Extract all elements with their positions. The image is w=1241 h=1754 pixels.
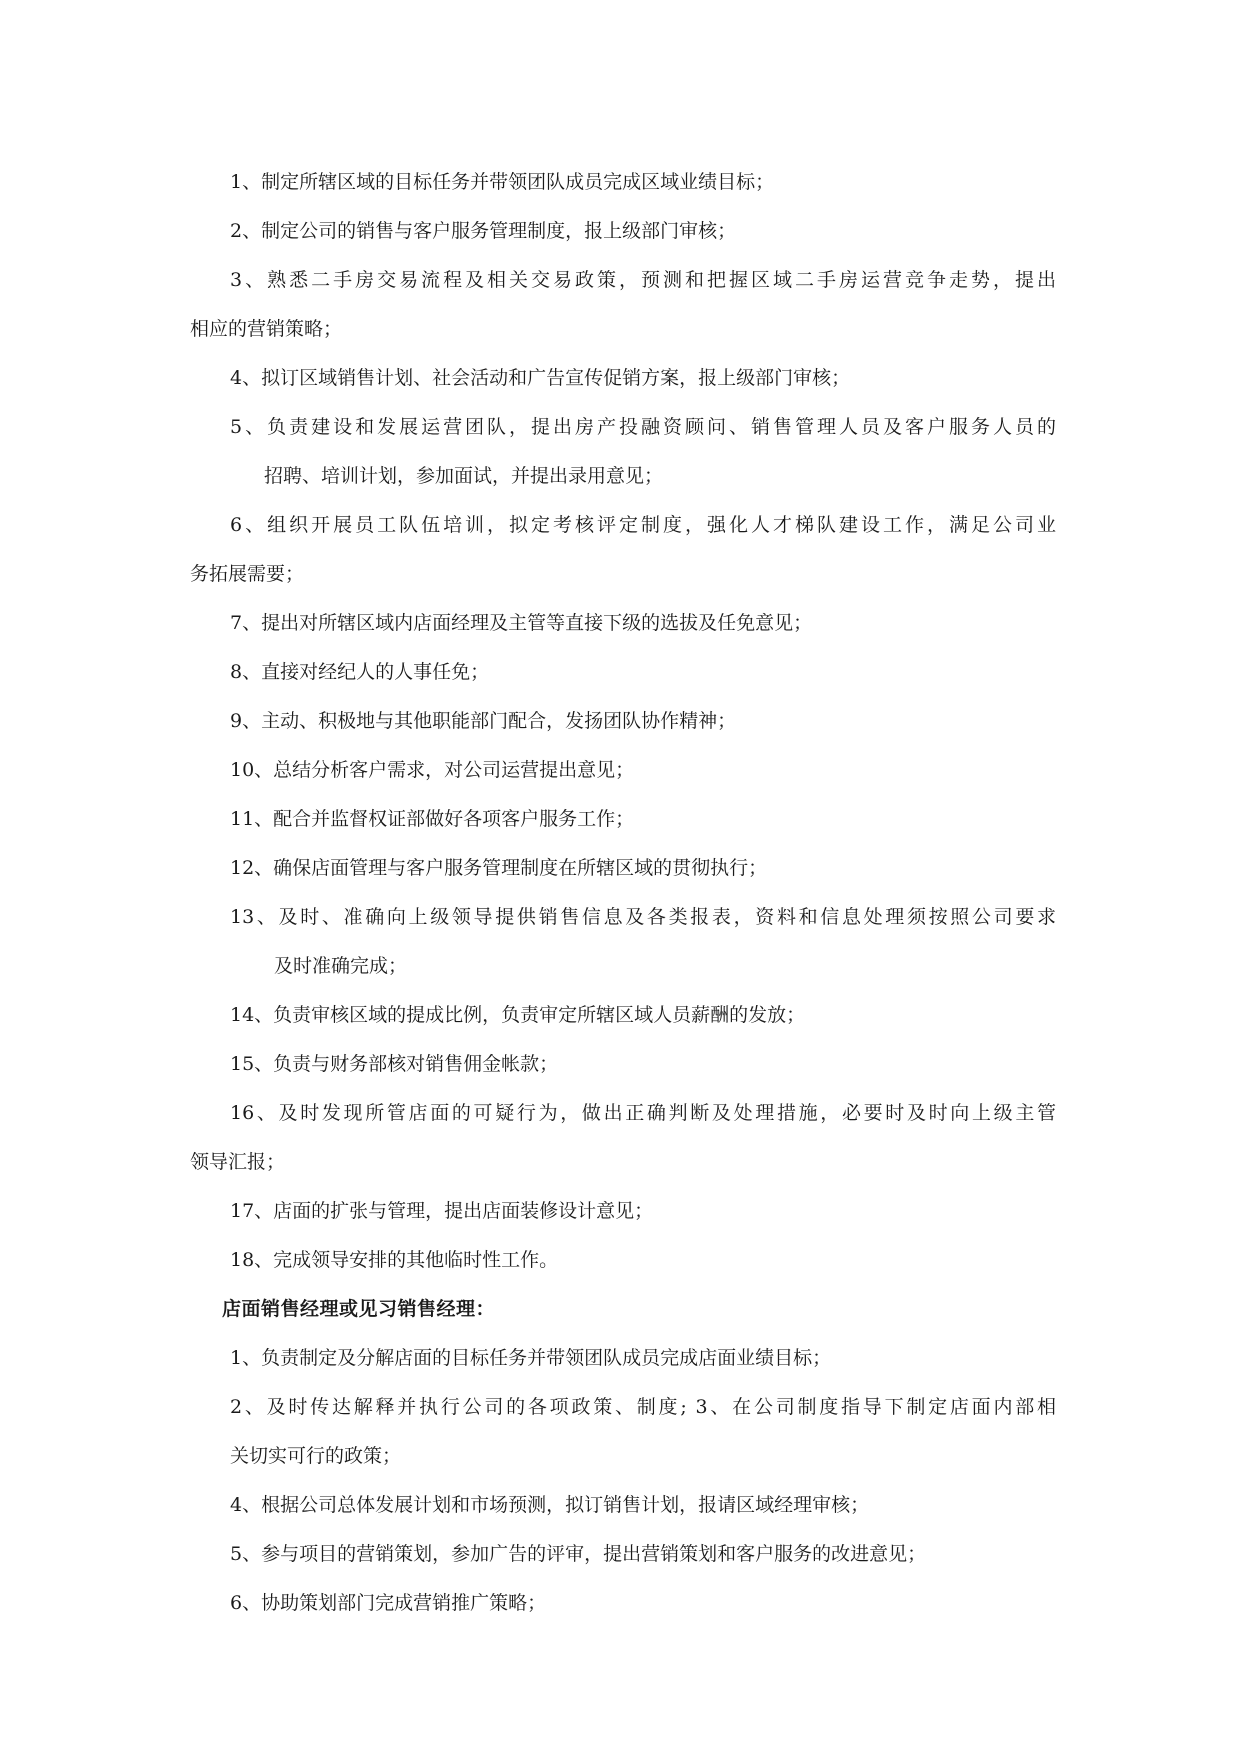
item-continuation: 领导汇报； — [190, 1151, 286, 1173]
list-item — [190, 1187, 1056, 1236]
item-text: 16、及时发现所管店面的可疑行为，做出正确判断及处理措施，必要时及时向上级主管 — [230, 1102, 1056, 1124]
item-text: 6、协助策划部门完成营销推广策略； — [230, 1592, 547, 1614]
list-item — [190, 697, 1056, 746]
item-text: 2、及时传达解释并执行公司的各项政策、制度; 3、在公司制度指导下制定店面内部相 — [230, 1396, 1056, 1418]
list-item — [190, 746, 1056, 795]
item-text: 9、主动、积极地与其他职能部门配合，发扬团队协作精神； — [230, 710, 737, 732]
list-item — [190, 1530, 1056, 1579]
item-text: 18、完成领导安排的其他临时性工作。 — [230, 1249, 559, 1271]
list-item — [190, 354, 1056, 403]
item-text: 4、根据公司总体发展计划和市场预测，拟订销售计划，报请区域经理审核； — [230, 1494, 870, 1516]
section-heading: 店面销售经理或见习销售经理： — [222, 1298, 496, 1320]
item-text: 17、店面的扩张与管理，提出店面装修设计意见； — [230, 1200, 654, 1222]
item-text: 14、负责审核区域的提成比例，负责审定所辖区域人员薪酬的发放； — [230, 1004, 806, 1026]
list-item — [190, 795, 1056, 844]
list-item — [190, 991, 1056, 1040]
item-text: 1、负责制定及分解店面的目标任务并带领团队成员完成店面业绩目标； — [230, 1347, 832, 1369]
item-text: 6、组织开展员工队伍培训，拟定考核评定制度，强化人才梯队建设工作，满足公司业 — [230, 514, 1056, 536]
document-body — [190, 158, 1056, 1628]
list-item — [190, 893, 1056, 991]
item-continuation: 关切实可行的政策； — [230, 1445, 402, 1467]
item-continuation: 招聘、培训计划，参加面试，并提出录用意见； — [264, 465, 664, 487]
item-text: 13、及时、准确向上级领导提供销售信息及各类报表，资料和信息处理须按照公司要求 — [230, 906, 1056, 928]
item-continuation: 及时准确完成； — [274, 955, 408, 977]
list-item — [190, 844, 1056, 893]
item-text: 15、负责与财务部核对销售佣金帐款； — [230, 1053, 559, 1075]
list-item — [190, 207, 1056, 256]
list-item — [190, 501, 1056, 599]
list-item — [190, 256, 1056, 354]
list-item — [190, 403, 1056, 501]
list-item — [190, 1383, 1056, 1481]
list-item — [190, 1481, 1056, 1530]
item-text: 7、提出对所辖区域内店面经理及主管等直接下级的选拔及任免意见； — [230, 612, 813, 634]
item-text: 3、熟悉二手房交易流程及相关交易政策，预测和把握区域二手房运营竞争走势，提出 — [230, 269, 1056, 291]
item-text: 1、制定所辖区域的目标任务并带领团队成员完成区域业绩目标； — [230, 171, 775, 193]
item-text: 5、参与项目的营销策划，参加广告的评审，提出营销策划和客户服务的改进意见； — [230, 1543, 927, 1565]
list-item — [190, 1334, 1056, 1383]
list-item — [190, 158, 1056, 207]
list-item — [190, 599, 1056, 648]
list-item — [190, 1040, 1056, 1089]
list-item — [190, 648, 1056, 697]
item-text: 11、配合并监督权证部做好各项客户服务工作； — [230, 808, 635, 830]
list-item — [190, 1236, 1056, 1285]
list-item — [190, 1579, 1056, 1628]
item-text: 5、负责建设和发展运营团队，提出房产投融资顾问、销售管理人员及客户服务人员的 — [230, 416, 1056, 438]
item-continuation: 相应的营销策略； — [190, 318, 343, 340]
item-text: 8、直接对经纪人的人事任免； — [230, 661, 490, 683]
list-item — [190, 1089, 1056, 1187]
item-text: 12、确保店面管理与客户服务管理制度在所辖区域的贯彻执行； — [230, 857, 768, 879]
item-text: 2、制定公司的销售与客户服务管理制度，报上级部门审核； — [230, 220, 737, 242]
item-text: 10、总结分析客户需求，对公司运营提出意见； — [230, 759, 635, 781]
item-text: 4、拟订区域销售计划、社会活动和广告宣传促销方案，报上级部门审核； — [230, 367, 851, 389]
item-continuation: 务拓展需要； — [190, 563, 305, 585]
